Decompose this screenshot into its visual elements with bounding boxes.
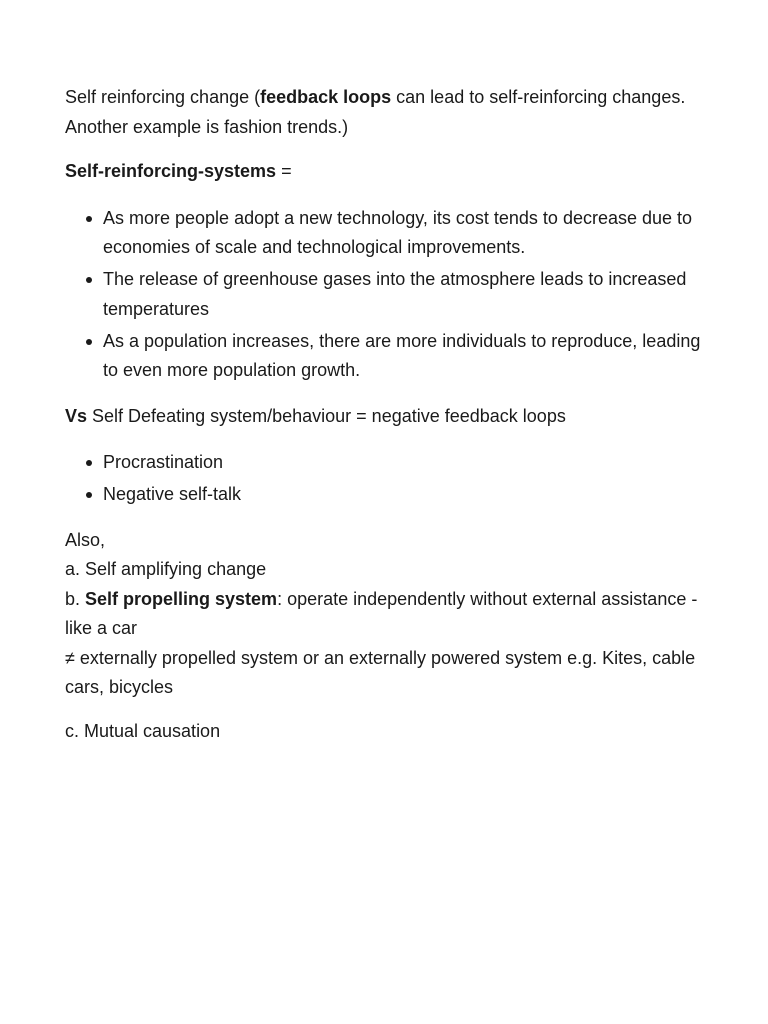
self-propelling-prefix: b.	[65, 588, 86, 609]
bullet-icon	[86, 216, 92, 222]
self-reinforcing-term: Self-reinforcing-systems	[65, 161, 277, 181]
intro-paragraph	[65, 83, 708, 142]
list-item-text: As more people adopt a new technology, its cost tends to decrease due to economies of scale and technological improvements.	[103, 207, 693, 257]
intro-text-before: Self reinforcing change (	[65, 87, 261, 107]
self-defeating-list	[65, 448, 708, 510]
bullet-icon	[86, 339, 92, 345]
self-defeating-text: Self Defeating system/behaviour = negative feedback loops	[87, 405, 566, 426]
list-item	[65, 480, 708, 510]
externally-propelled-line: ≠ externally propelled system or an externally powered system e.g. Kites, cable cars, bicycles	[65, 647, 696, 697]
self-defeating-heading	[65, 402, 708, 432]
self-reinforcing-equals: =	[276, 161, 292, 181]
intro-bold-term: feedback loops	[260, 87, 392, 107]
list-item	[65, 448, 708, 478]
self-reinforcing-list	[65, 204, 708, 386]
vs-term: Vs	[65, 405, 88, 426]
self-propelling-term: Self propelling system	[85, 588, 278, 609]
list-item	[65, 265, 708, 324]
intro-text-after: can lead to self-reinforcing changes. Another example is fashion trends.)	[65, 87, 686, 137]
list-item-text: The release of greenhouse gases into the atmosphere leads to increased temperatures	[103, 269, 687, 319]
list-item-text: As a population increases, there are more individuals to reproduce, leading to even more population growth.	[103, 330, 701, 380]
self-propelling-description: : operate independently without external assistance -like a car	[65, 588, 698, 638]
bullet-icon	[86, 460, 92, 466]
bullet-icon	[86, 492, 92, 498]
self-reinforcing-heading	[65, 157, 708, 187]
list-item	[65, 327, 708, 386]
also-paragraph	[65, 526, 708, 703]
list-item	[65, 204, 708, 263]
self-propelling-line	[65, 585, 708, 644]
also-label: Also,	[65, 529, 106, 550]
list-item-text: Negative self-talk	[103, 484, 242, 504]
bullet-icon	[86, 277, 92, 283]
list-item-text: Procrastination	[103, 452, 224, 472]
mutual-causation-line: c. Mutual causation	[65, 720, 221, 741]
self-amplifying-line: a. Self amplifying change	[65, 559, 267, 579]
